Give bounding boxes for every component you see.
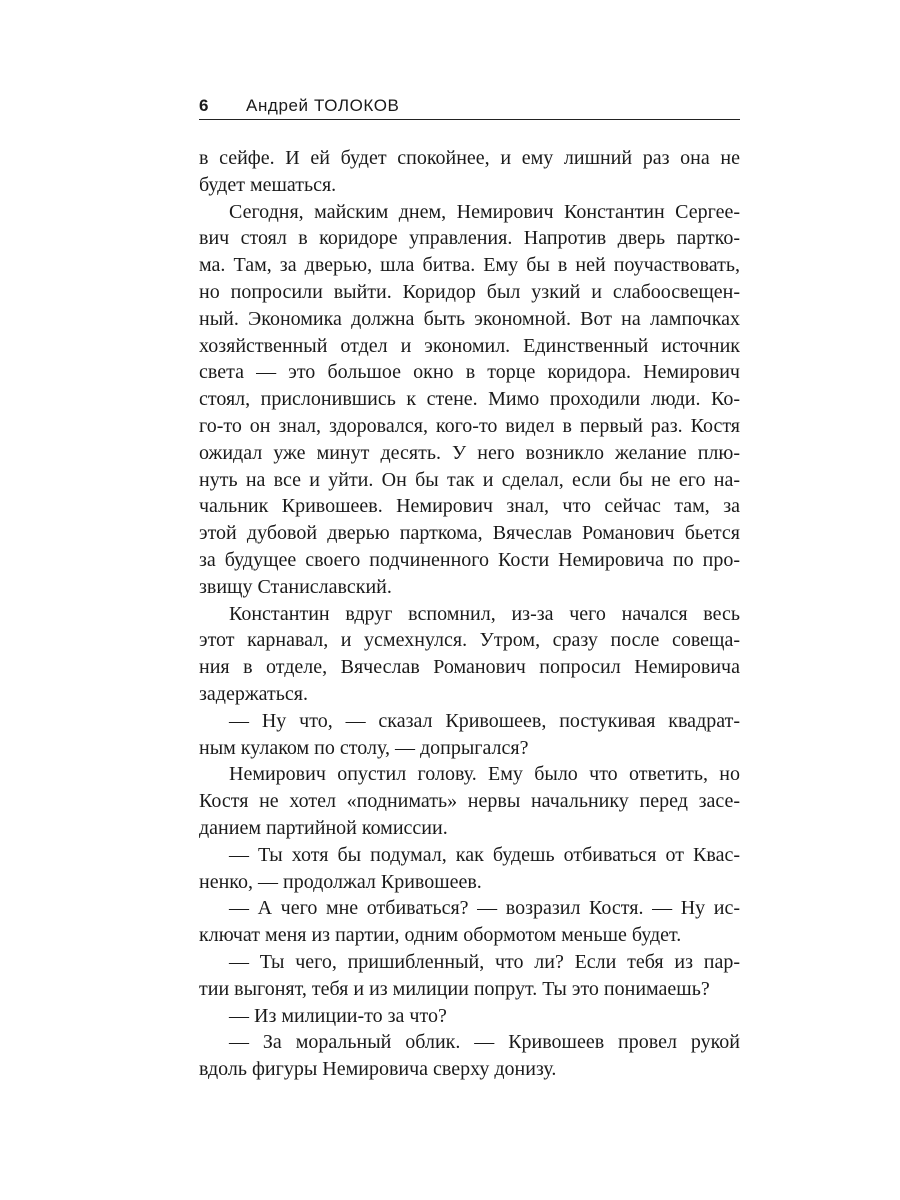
paragraph (199, 842, 740, 896)
text-line: будет мешаться. (199, 173, 337, 196)
text-line: этот карнавал, и усмехнулся. Утром, сразу после совеща- (199, 629, 740, 652)
text-line: ным кулаком по столу, — допрыгался? (199, 736, 529, 759)
text-line: го-то он знал, здоровался, кого-то видел в первый раз. Костя (199, 414, 740, 437)
text-line: этой дубовой дверью парткома, Вячеслав Романович бьется (199, 522, 740, 545)
text-line: Костя не хотел «поднимать» нервы начальнику перед засе- (199, 790, 740, 813)
page-number: 6 (199, 96, 209, 115)
paragraph (199, 601, 740, 708)
text-line: ния в отделе, Вячеслав Романович попросил Немировича (199, 656, 740, 679)
paragraph (199, 761, 740, 841)
text-line: за будущее своего подчиненного Кости Немировича по про- (199, 548, 740, 571)
text-line: — Из милиции-то за что? (229, 1004, 447, 1027)
text-line: Константин вдруг вспомнил, из-за чего начался весь (229, 602, 740, 625)
paragraph (199, 895, 740, 949)
text-line: Сегодня, майским днем, Немирович Константин Сергее- (229, 200, 740, 223)
paragraph (199, 949, 740, 1003)
text-line: ный. Экономика должна быть экономной. Вот на лампочках (199, 307, 740, 330)
text-line: — Ты хотя бы подумал, как будешь отбиваться от Квас- (229, 843, 740, 866)
text-line: Немирович опустил голову. Ему было что ответить, но (229, 763, 740, 786)
body-text (199, 145, 740, 1083)
text-line: света — это большое окно в торце коридора. Немирович (199, 361, 740, 384)
text-line: тии выгонят, тебя и из милиции попрут. Ты это понимаешь? (199, 977, 710, 1000)
text-line: задержаться. (199, 682, 308, 705)
text-line: вдоль фигуры Немировича сверху донизу. (199, 1058, 557, 1081)
text-line: ключат меня из партии, одним обормотом меньше будет. (199, 924, 682, 947)
text-line: чальник Кривошеев. Немирович знал, что сейчас там, за (199, 495, 740, 518)
text-line: — Ты чего, пришибленный, что ли? Если тебя из пар- (229, 950, 740, 973)
text-line: звищу Станиславский. (199, 575, 392, 598)
text-line: ма. Там, за дверью, шла битва. Ему бы в ней поучаствовать, (199, 254, 740, 277)
text-line: ненко, — продолжал Кривошеев. (199, 870, 482, 893)
paragraph (199, 199, 740, 601)
text-line: — А чего мне отбиваться? — возразил Костя. — Ну ис- (229, 897, 740, 920)
text-line: ожидал уже минут десять. У него возникло желание плю- (199, 441, 740, 464)
text-line: нуть на все и уйти. Он бы так и сделал, если бы не его на- (199, 468, 740, 491)
paragraph (199, 145, 740, 199)
text-line: вич стоял в коридоре управления. Напротив дверь партко- (199, 227, 740, 250)
text-line: — Ну что, — сказал Кривошеев, постукивая квадрат- (229, 709, 740, 732)
text-line: хозяйственный отдел и экономил. Единственный источник (199, 334, 740, 357)
text-line: в сейфе. И ей будет спокойнее, и ему лишний раз она не (199, 147, 740, 169)
paragraph (199, 1003, 740, 1030)
paragraph (199, 708, 740, 762)
header-rule (199, 119, 740, 120)
text-line: стоял, прислонившись к стене. Мимо проходили люди. Ко- (199, 388, 740, 411)
paragraph (199, 1029, 740, 1083)
text-line: но попросили выйти. Коридор был узкий и слабоосвещен- (199, 280, 740, 303)
running-head-author: Андрей ТОЛОКОВ (246, 96, 400, 115)
running-header (199, 96, 740, 118)
text-line: данием партийной комиссии. (199, 816, 448, 839)
text-line: — За моральный облик. — Кривошеев провел рукой (229, 1031, 740, 1054)
